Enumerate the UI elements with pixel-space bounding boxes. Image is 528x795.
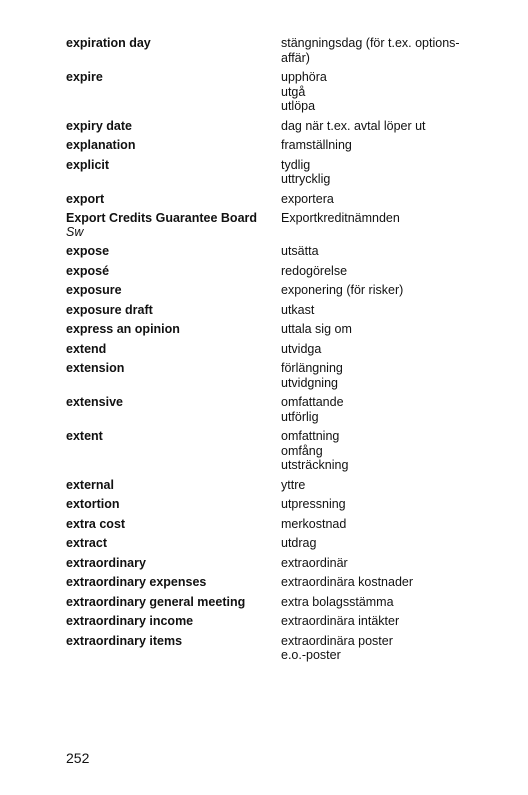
entry-term xyxy=(66,70,281,84)
entry-term xyxy=(66,119,281,133)
entry-term-note: Sw xyxy=(66,225,84,239)
entry-term xyxy=(66,211,281,239)
entry-translation: stängningsdag (för t.ex. options- xyxy=(281,36,460,50)
entry-translations xyxy=(281,478,506,493)
entry-translation: utförlig xyxy=(281,409,319,424)
entry-translations xyxy=(281,264,506,279)
entry-translations xyxy=(281,119,506,134)
entry-translations xyxy=(281,36,506,65)
entry-translation: extraordinära kostnader xyxy=(281,575,414,589)
entry-term xyxy=(66,158,281,172)
entry-translations xyxy=(281,322,506,337)
entry-term-text: explicit xyxy=(66,157,110,172)
entry-term xyxy=(66,244,281,258)
entry-translation: omfattning xyxy=(281,429,340,443)
glossary-entry xyxy=(66,283,506,298)
entry-term xyxy=(66,36,281,50)
glossary-entry xyxy=(66,536,506,551)
entry-translation: exponering (för risker) xyxy=(281,283,404,297)
entry-term-text: expose xyxy=(66,244,110,258)
entry-translation: merkostnad xyxy=(281,516,347,531)
entry-term-text: exposure xyxy=(66,283,122,297)
glossary-entry xyxy=(66,264,506,279)
entry-term-text: explanation xyxy=(66,138,136,152)
entry-term xyxy=(66,192,281,206)
entry-translation: utlöpa xyxy=(281,99,316,113)
entry-translations xyxy=(281,361,506,390)
entry-term-text: external xyxy=(66,477,114,492)
entry-term xyxy=(66,517,281,531)
entry-term-text: expire xyxy=(66,70,103,84)
entry-translation: uttrycklig xyxy=(281,172,331,186)
entry-translations xyxy=(281,138,506,153)
entry-translation: dag när t.ex. avtal löper ut xyxy=(281,118,426,133)
glossary-entry xyxy=(66,342,506,357)
entry-term-text: extraordinary general meeting xyxy=(66,594,246,609)
entry-term-text: Export Credits Guarantee Board xyxy=(66,211,258,225)
glossary-entry xyxy=(66,244,506,259)
entry-translation: utpressning xyxy=(281,497,346,511)
entry-translation: utsätta xyxy=(281,244,319,258)
entry-term-text: extension xyxy=(66,361,125,375)
glossary-entry xyxy=(66,497,506,512)
entry-term-text: extend xyxy=(66,341,107,356)
glossary-entry xyxy=(66,36,506,65)
entry-term xyxy=(66,556,281,570)
entry-term xyxy=(66,536,281,550)
glossary-entry xyxy=(66,303,506,318)
entry-translations xyxy=(281,517,506,532)
entry-term xyxy=(66,595,281,609)
entry-term xyxy=(66,395,281,409)
entry-translation: förlängning xyxy=(281,361,343,375)
glossary-entry xyxy=(66,556,506,571)
entry-term xyxy=(66,342,281,356)
entry-translation: extraordinära poster xyxy=(281,633,393,648)
entry-translation: extraordinära intäkter xyxy=(281,614,400,628)
entry-translations xyxy=(281,211,506,226)
entry-translation: extra bolagsstämma xyxy=(281,594,394,609)
entry-translation: yttre xyxy=(281,477,306,492)
entry-term-text: express an opinion xyxy=(66,322,180,336)
entry-term-text: expiration day xyxy=(66,36,151,50)
glossary-entry xyxy=(66,614,506,629)
glossary-entry xyxy=(66,429,506,473)
entry-term xyxy=(66,361,281,375)
glossary-entry xyxy=(66,322,506,337)
glossary-entry xyxy=(66,395,506,424)
entry-translation: uttala sig om xyxy=(281,322,352,336)
glossary-entry xyxy=(66,119,506,134)
entry-translation: utvidgning xyxy=(281,375,338,390)
glossary-entry xyxy=(66,158,506,187)
entry-translations xyxy=(281,303,506,318)
glossary-entry xyxy=(66,192,506,207)
entry-term-text: exposure draft xyxy=(66,302,153,317)
entry-term-text: extraordinary items xyxy=(66,633,183,648)
entry-term-text: exposé xyxy=(66,263,110,278)
entry-term xyxy=(66,478,281,492)
entry-term-text: extent xyxy=(66,429,103,443)
entry-translations xyxy=(281,342,506,357)
entry-term xyxy=(66,322,281,336)
entry-translations xyxy=(281,192,506,207)
entry-translations xyxy=(281,536,506,551)
entry-translations xyxy=(281,70,506,114)
glossary-entry xyxy=(66,361,506,390)
entry-translations xyxy=(281,614,506,629)
glossary-entry xyxy=(66,575,506,590)
entry-term xyxy=(66,303,281,317)
entry-translations xyxy=(281,634,506,663)
entry-translations xyxy=(281,595,506,610)
entry-term xyxy=(66,497,281,511)
entry-translations xyxy=(281,158,506,187)
entry-translation: upphöra xyxy=(281,70,327,84)
entry-term xyxy=(66,634,281,648)
entry-translation: utdrag xyxy=(281,536,317,550)
entry-translation: omfattande xyxy=(281,395,344,409)
entry-translations xyxy=(281,244,506,259)
entry-term-text: expiry date xyxy=(66,118,133,133)
entry-translations xyxy=(281,556,506,571)
entry-translation: utgå xyxy=(281,84,306,99)
entry-term-text: export xyxy=(66,191,105,206)
entry-term xyxy=(66,575,281,589)
entry-translation: e.o.-poster xyxy=(281,648,341,662)
glossary-entry xyxy=(66,634,506,663)
entry-translation: omfång xyxy=(281,443,323,458)
entry-term-text: extraordinary income xyxy=(66,614,194,628)
entry-term-text: extraordinary expenses xyxy=(66,575,207,589)
entry-translations xyxy=(281,497,506,512)
entry-term-text: extensive xyxy=(66,395,123,409)
glossary-entry xyxy=(66,595,506,610)
entry-translation: utvidga xyxy=(281,341,322,356)
glossary-entry xyxy=(66,478,506,493)
glossary-entry xyxy=(66,70,506,114)
glossary-entry xyxy=(66,138,506,153)
entry-term-text: extract xyxy=(66,536,107,550)
entry-translation: exportera xyxy=(281,191,334,206)
glossary-entry xyxy=(66,211,506,239)
entry-term xyxy=(66,138,281,152)
entry-translations xyxy=(281,575,506,590)
entry-term-text: extraordinary xyxy=(66,555,146,570)
entry-translation: affär) xyxy=(281,50,310,65)
entry-translation: utsträckning xyxy=(281,458,349,472)
entry-translation: utkast xyxy=(281,302,315,317)
entry-translation: redogörelse xyxy=(281,263,348,278)
entry-term-text: extra cost xyxy=(66,516,126,531)
entry-term xyxy=(66,264,281,278)
entry-translation: extraordinär xyxy=(281,555,348,570)
glossary-entry xyxy=(66,517,506,532)
entry-term xyxy=(66,429,281,443)
page-number: 252 xyxy=(66,750,90,766)
entry-term-text: extortion xyxy=(66,497,120,511)
entry-translation: Exportkreditnämnden xyxy=(281,211,400,225)
entry-translations xyxy=(281,395,506,424)
entry-translations xyxy=(281,283,506,298)
entry-translation: framställning xyxy=(281,138,352,152)
entry-translation: tydlig xyxy=(281,157,311,172)
entry-term xyxy=(66,283,281,297)
entry-translations xyxy=(281,429,506,473)
entry-term xyxy=(66,614,281,628)
glossary-list xyxy=(66,36,506,668)
